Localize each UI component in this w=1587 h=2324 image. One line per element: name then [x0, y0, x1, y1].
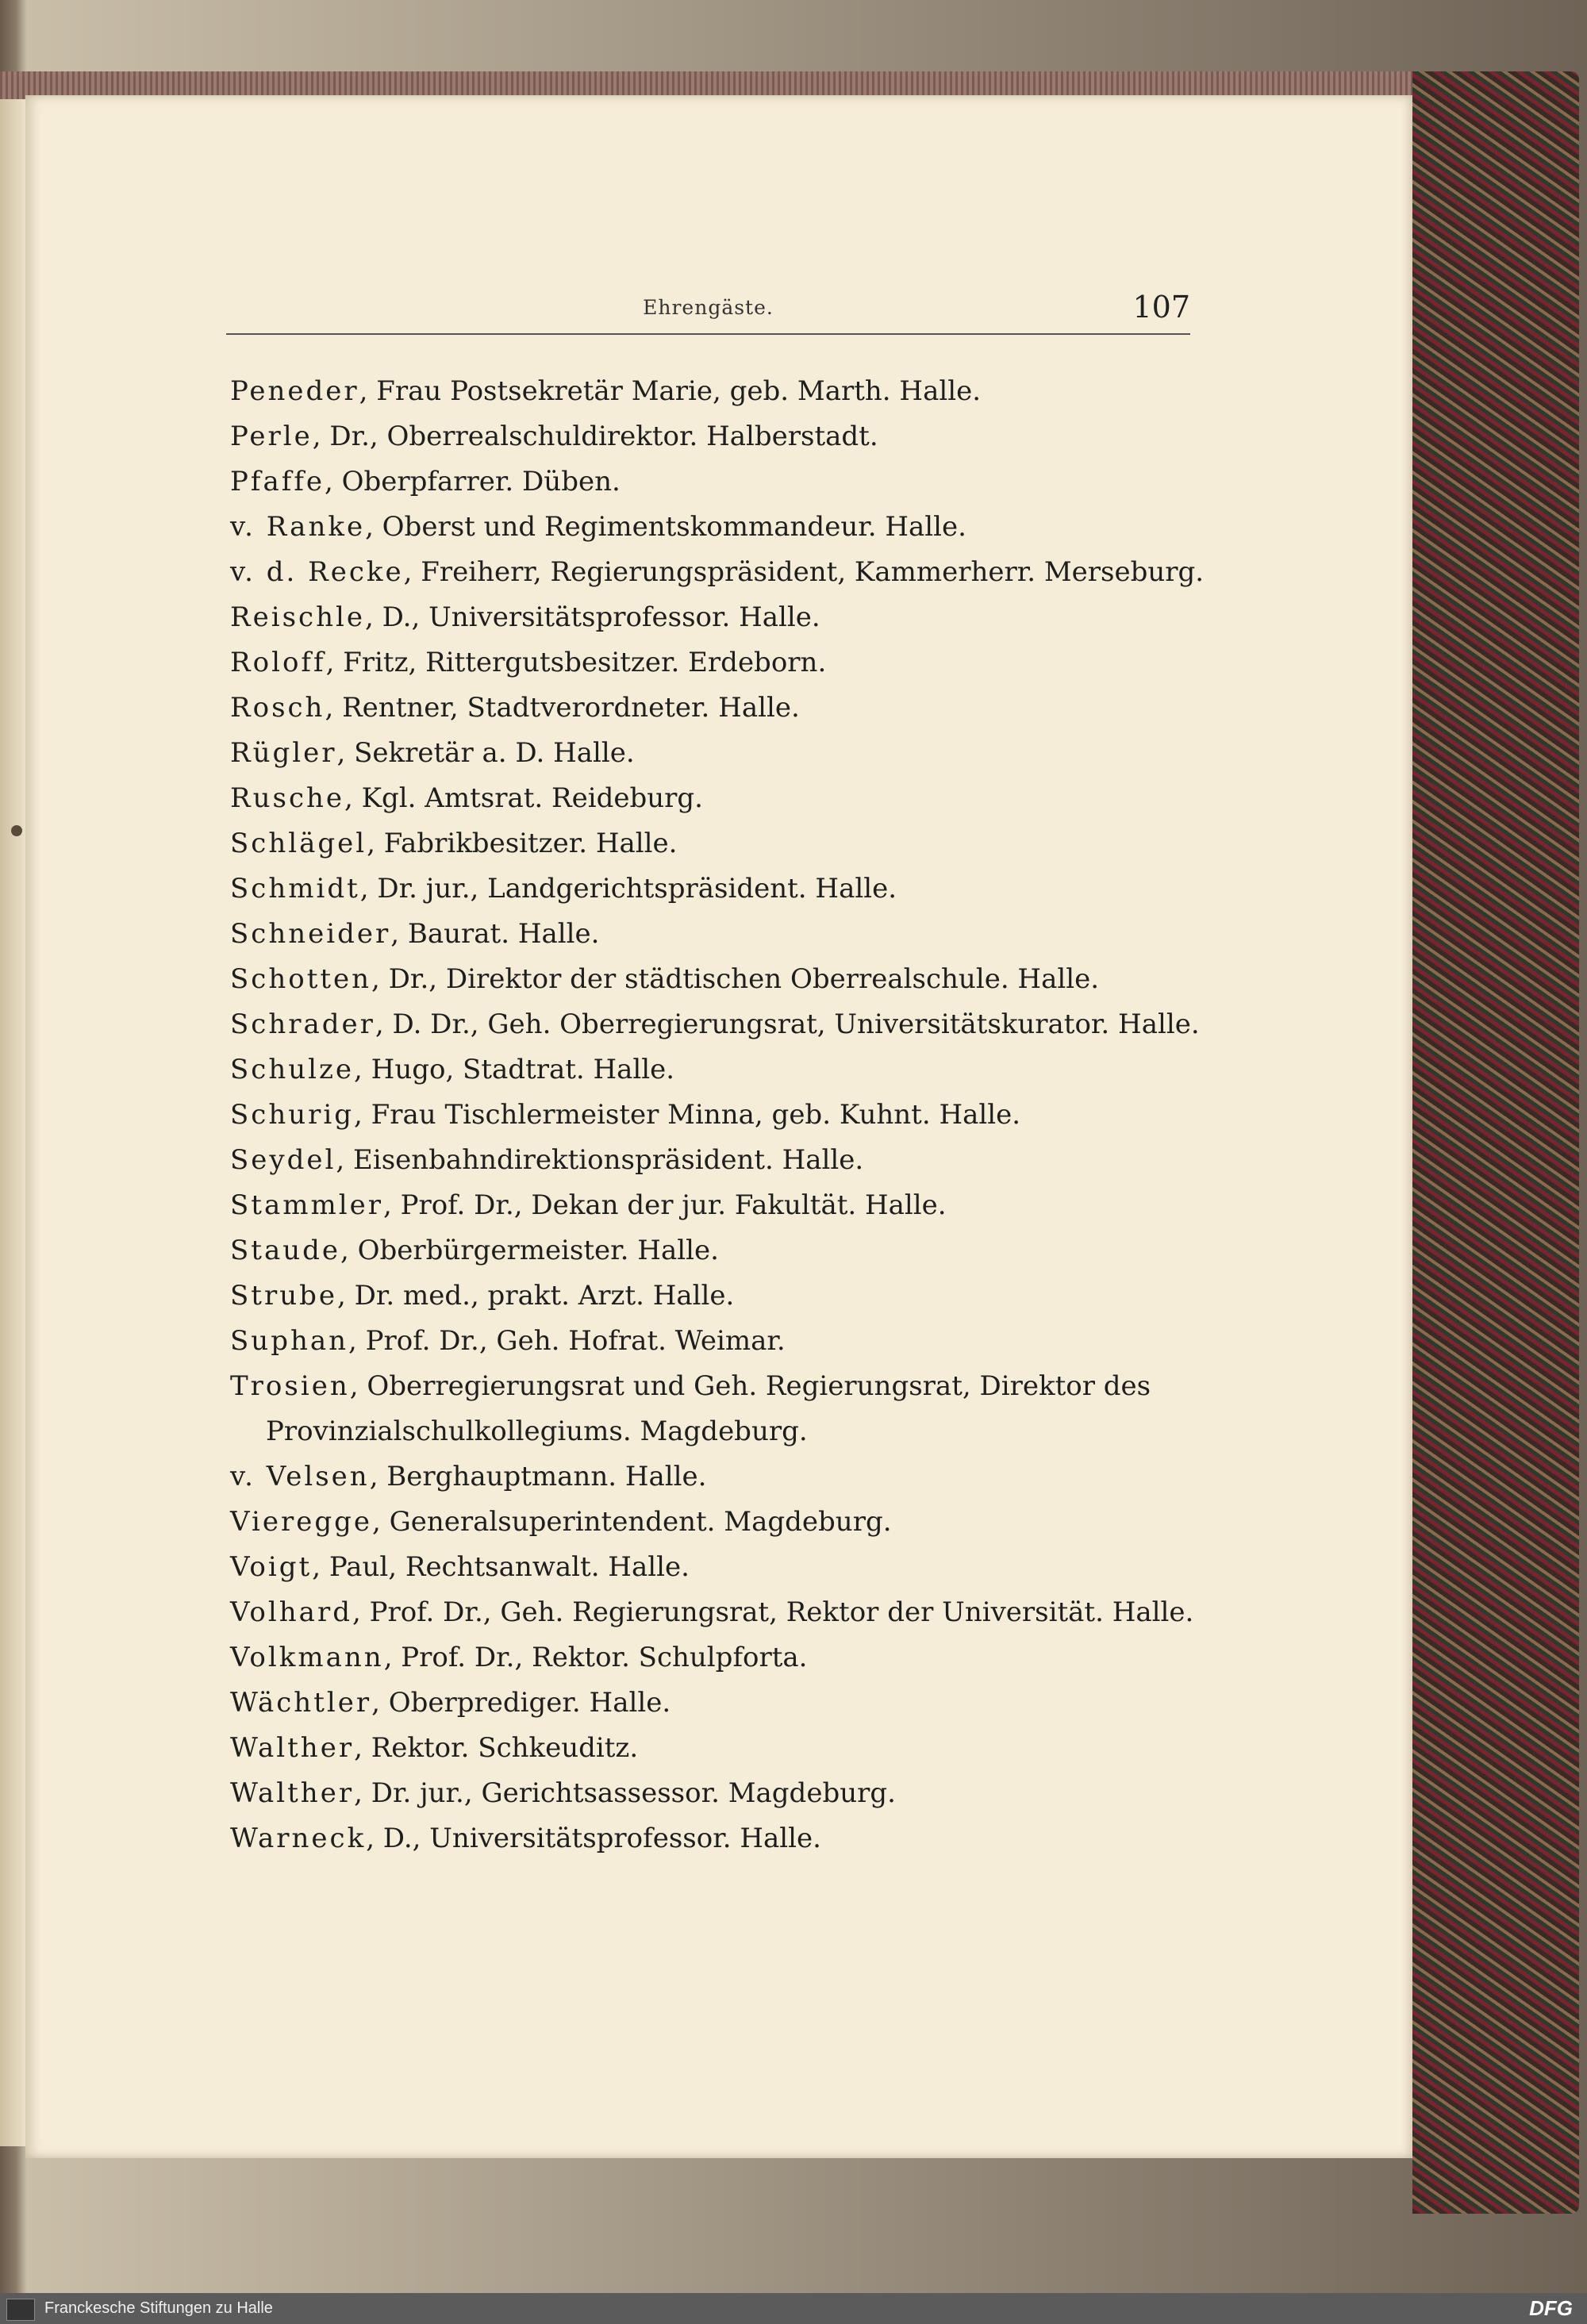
guest-name: Warneck	[230, 1823, 367, 1854]
guest-name: Trosien	[230, 1370, 350, 1402]
guest-name: Schmidt	[230, 873, 360, 905]
guest-details: , D., Universitätsprofessor. Halle.	[366, 1823, 821, 1854]
guest-name: Seydel	[230, 1144, 336, 1176]
guest-details: , Eisenbahndirektionspräsident. Halle.	[336, 1144, 864, 1176]
guest-details: , Hugo, Stadtrat. Halle.	[354, 1054, 675, 1085]
guest-entry	[230, 1545, 1198, 1590]
guest-name: Wächtler	[230, 1687, 372, 1719]
guest-entry	[230, 1002, 1198, 1047]
guest-entry	[230, 1681, 1198, 1726]
guest-entry	[230, 957, 1198, 1002]
guest-details: , Prof. Dr., Rektor. Schulpforta.	[383, 1642, 808, 1673]
guest-entry	[230, 1183, 1198, 1228]
guest-details: , Prof. Dr., Geh. Regierungsrat, Rektor der Universität. Halle.	[352, 1596, 1194, 1628]
binding-hole-mark	[11, 825, 22, 836]
guest-details: , Oberpfarrer. Düben.	[325, 466, 621, 497]
guest-entry	[230, 1319, 1198, 1364]
guest-name: Suphan	[230, 1325, 349, 1357]
guest-details: , D. Dr., Geh. Oberregierungsrat, Universitätskurator. Halle.	[375, 1008, 1200, 1040]
guest-name: Volhard	[230, 1596, 352, 1628]
guest-entry	[230, 1093, 1198, 1138]
guest-name: Staude	[230, 1235, 341, 1266]
guest-entry	[230, 369, 1198, 414]
guest-details: , Oberprediger. Halle.	[371, 1687, 671, 1719]
guest-name: Perle	[230, 421, 313, 452]
guest-name: Pfaffe	[230, 466, 325, 497]
guest-details: , Frau Tischlermeister Minna, geb. Kuhnt. Halle.	[354, 1099, 1021, 1131]
guest-entry	[230, 731, 1198, 776]
left-page-edge	[0, 99, 29, 2146]
guest-entry	[230, 866, 1198, 912]
guest-name: Roloff	[230, 647, 326, 678]
guest-details: , Berghauptmann. Halle.	[369, 1461, 707, 1492]
guest-entry	[230, 1726, 1198, 1771]
guest-details: , Fabrikbesitzer. Halle.	[367, 828, 678, 859]
guest-details: , Rentner, Stadtverordneter. Halle.	[325, 692, 800, 724]
guest-details: , Rektor. Schkeuditz.	[354, 1732, 639, 1764]
guest-details: , Oberst und Regimentskommandeur. Halle.	[365, 511, 966, 543]
guest-entry	[230, 595, 1198, 640]
guest-name: Peneder	[230, 375, 359, 407]
guest-name: v. Velsen	[230, 1461, 370, 1492]
guest-details: , Dr., Oberrealschuldirektor. Halberstadt.	[312, 421, 878, 452]
guest-details: , Fritz, Rittergutsbesitzer. Erdeborn.	[325, 647, 827, 678]
guest-name: Volkmann	[230, 1642, 384, 1673]
guest-name: Schurig	[230, 1099, 355, 1131]
page-number: 107	[1132, 290, 1190, 325]
guest-details: , Dr. jur., Gerichtsassessor. Magdeburg.	[354, 1777, 896, 1809]
guest-details: , Dr. med., prakt. Arzt. Halle.	[337, 1280, 735, 1312]
guest-entry	[230, 1771, 1198, 1816]
guest-entry	[230, 550, 1205, 595]
guest-details: , Prof. Dr., Dekan der jur. Fakultät. Halle.	[382, 1189, 947, 1221]
guest-entry	[230, 821, 1198, 866]
guest-entry	[230, 912, 1198, 957]
guest-entry	[230, 1047, 1198, 1093]
guest-details: , Freiherr, Regierungspräsident, Kammerherr. Merseburg.	[403, 556, 1205, 588]
guest-name: Walther	[230, 1732, 355, 1764]
guest-name: Rosch	[230, 692, 325, 724]
guest-entry	[230, 1273, 1198, 1319]
guest-entry	[230, 686, 1198, 731]
guest-details: , Paul, Rechtsanwalt. Halle.	[312, 1551, 690, 1583]
guest-details: , Oberregierungsrat und Geh. Regierungsrat, Direktor des Provinzialschulkollegiums. Magdeburg.	[266, 1370, 1151, 1447]
guest-name: Reischle	[230, 601, 365, 633]
guest-name: Schneider	[230, 918, 391, 950]
guest-details: , Sekretär a. D. Halle.	[336, 737, 635, 769]
guest-details: , Dr., Direktor der städtischen Oberrealschule. Halle.	[371, 963, 1100, 995]
guest-entry	[230, 459, 1198, 505]
institution-logo-icon	[6, 2299, 35, 2321]
guest-entry	[230, 1228, 1198, 1273]
guest-name: Schlägel	[230, 828, 367, 859]
guest-name: Stammler	[230, 1189, 383, 1221]
guest-name: Schotten	[230, 963, 372, 995]
guest-name: Vieregge	[230, 1506, 372, 1538]
guest-entry	[230, 1138, 1198, 1183]
guest-entry	[230, 640, 1198, 686]
guest-details: , Generalsuperintendent. Magdeburg.	[371, 1506, 892, 1538]
guest-entry	[230, 505, 1198, 550]
guest-entry	[230, 1590, 1198, 1635]
guest-details: , Kgl. Amtsrat. Reideburg.	[344, 782, 703, 814]
guest-details: , Baurat. Halle.	[390, 918, 600, 950]
guest-entry	[230, 1500, 1198, 1545]
guest-entry	[230, 1635, 1198, 1681]
guest-entry	[230, 1364, 1198, 1454]
guest-details: , Frau Postsekretär Marie, geb. Marth. Halle.	[359, 375, 982, 407]
guest-list	[230, 369, 1205, 1861]
guest-name: v. d. Recke	[230, 556, 404, 588]
guest-details: , D., Universitätsprofessor. Halle.	[364, 601, 820, 633]
guest-name: Schrader	[230, 1008, 375, 1040]
guest-entry	[230, 776, 1198, 821]
viewer-footer	[0, 2293, 1587, 2324]
guest-details: , Oberbürgermeister. Halle.	[340, 1235, 719, 1266]
guest-name: Rusche	[230, 782, 345, 814]
guest-name: v. Ranke	[230, 511, 366, 543]
guest-name: Schulze	[230, 1054, 355, 1085]
guest-name: Walther	[230, 1777, 355, 1809]
guest-name: Strube	[230, 1280, 337, 1312]
running-title: Ehrengäste.	[643, 296, 774, 319]
guest-entry	[230, 414, 1198, 459]
running-head	[226, 290, 1190, 335]
guest-name: Voigt	[230, 1551, 313, 1583]
guest-name: Rügler	[230, 737, 337, 769]
guest-entry	[230, 1816, 1198, 1861]
dfg-logo: DFG	[1529, 2296, 1573, 2320]
book-cover-marbled-edge	[1412, 71, 1579, 2214]
guest-details: , Dr. jur., Landgerichtspräsident. Halle.	[359, 873, 897, 905]
institution-name[interactable]: Franckesche Stiftungen zu Halle	[44, 2299, 273, 2317]
guest-entry	[230, 1454, 1198, 1500]
guest-details: , Prof. Dr., Geh. Hofrat. Weimar.	[348, 1325, 786, 1357]
